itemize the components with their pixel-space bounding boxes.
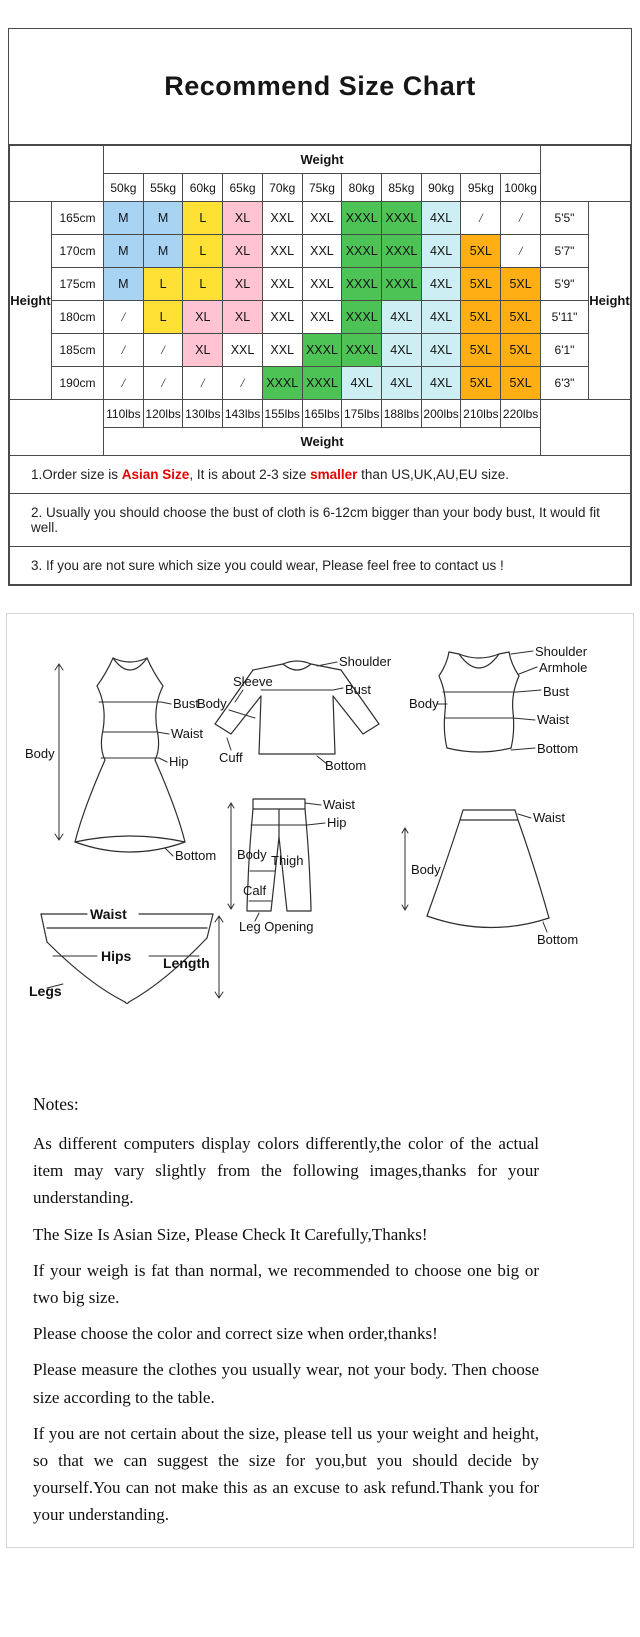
shirt-bust-label: Bust [345,682,372,697]
pants-calf-label: Calf [243,883,267,898]
shirt-sleeve-label: Sleeve [233,674,273,689]
weight-kg-cell: 60kg [183,174,223,202]
table-row [10,400,631,428]
size-cell: L [143,301,183,334]
note-paragraph-refund: If you are not certain about the size, please tell us your weight and height, so that we can suggest the size for you,but you should decide by yourself.You can not make this as an excuse to ask refund.Thank you for your understanding. [33,1423,539,1525]
table-row [10,268,631,301]
size-cell: XXL [262,235,302,268]
vest-bust-label: Bust [543,684,570,699]
skirt-diagram [397,806,612,951]
pants-waist-label: Waist [323,797,356,812]
weight-kg-cell: 95kg [461,174,501,202]
size-cell: XXL [302,202,342,235]
table-row [10,428,631,456]
size-cell: L [183,235,223,268]
size-cell: M [104,202,144,235]
height-ft-cell: 5'11" [541,301,589,334]
size-cell: / [223,367,263,400]
pants-body-label: Body [237,847,267,862]
size-cell: / [501,202,541,235]
size-chart-section [8,28,632,586]
weight-lbs-cell: 200lbs [421,400,461,428]
size-cell: XXXL [302,334,342,367]
size-cell: M [143,202,183,235]
order-note-2: 2. Usually you should choose the bust of cloth is 6-12cm bigger than your body bust, It would fit well. [10,494,631,547]
corner-cell [10,146,104,202]
shirt-cuff-label: Cuff [219,750,243,765]
notes-heading: Notes: [33,1094,79,1114]
size-cell: 4XL [421,334,461,367]
notes-section [33,1090,539,1528]
size-cell: 4XL [342,367,382,400]
size-cell: 5XL [461,334,501,367]
corner-cell [541,400,631,456]
size-cell: XL [183,334,223,367]
note-text: than US,UK,AU,EU size. [357,467,509,482]
height-cm-cell: 185cm [52,334,104,367]
size-cell: 4XL [421,367,461,400]
chart-title: Recommend Size Chart [9,29,631,145]
table-row [10,174,631,202]
size-cell: / [501,235,541,268]
weight-header: Weight [104,146,541,174]
note-text: , It is about 2-3 size [189,467,311,482]
height-ft-cell: 6'1" [541,334,589,367]
size-cell: / [143,334,183,367]
weight-kg-cell: 80kg [342,174,382,202]
size-cell: XXXL [342,334,382,367]
skirt-body-label: Body [411,862,441,877]
skirt-bottom-label: Bottom [537,932,579,947]
size-cell: 5XL [501,301,541,334]
corner-cell [541,146,631,202]
vest-armhole-label: Armhole [539,660,588,675]
size-cell: 4XL [421,268,461,301]
table-row [10,494,631,547]
dress-bust-label: Bust [173,696,200,711]
size-cell: 5XL [461,367,501,400]
order-note-3: 3. If you are not sure which size you could wear, Please feel free to contact us ! [10,547,631,585]
note-highlight: smaller [310,467,358,482]
table-row [10,235,631,268]
size-cell: XXL [302,268,342,301]
vest-shoulder-label: Shoulder [535,644,588,659]
skirt-waist-label: Waist [533,810,566,825]
vest-waist-label: Waist [537,712,570,727]
size-cell: 5XL [461,301,501,334]
size-cell: / [461,202,501,235]
size-cell: / [143,367,183,400]
weight-lbs-cell: 165lbs [302,400,342,428]
size-cell: XL [223,301,263,334]
note-paragraph-order: Please choose the color and correct size when order,thanks! [33,1324,438,1344]
size-cell: XL [223,268,263,301]
skirt-outline [427,810,549,928]
size-cell: L [183,202,223,235]
size-cell: XXXL [342,202,382,235]
note-text: 1.Order size is [31,467,122,482]
weight-kg-cell: 50kg [104,174,144,202]
size-cell: 5XL [461,235,501,268]
weight-kg-cell: 100kg [501,174,541,202]
size-cell: 4XL [421,202,461,235]
height-cm-cell: 165cm [52,202,104,235]
measurement-guide-section [6,613,634,1548]
size-cell: XL [183,301,223,334]
size-cell: XXL [262,334,302,367]
weight-lbs-cell: 110lbs [104,400,144,428]
panties-legs-label: Legs [29,983,62,999]
garment-diagrams [7,628,633,1010]
note-paragraph-colors: As different computers display colors differently,the color of the actual item may vary slightly from the following images,thanks for your understanding. [33,1134,539,1208]
size-table [9,145,631,585]
size-cell: XXXL [302,367,342,400]
height-ft-cell: 5'7" [541,235,589,268]
size-cell: XXL [302,235,342,268]
weight-kg-cell: 55kg [143,174,183,202]
size-cell: XXL [262,268,302,301]
size-cell: / [183,367,223,400]
weight-lbs-cell: 155lbs [262,400,302,428]
weight-footer: Weight [104,428,541,456]
weight-lbs-cell: 120lbs [143,400,183,428]
size-cell: XXL [262,202,302,235]
page [0,28,640,1548]
dress-waist-label: Waist [171,726,204,741]
table-row [10,456,631,494]
size-cell: M [104,268,144,301]
size-cell: / [104,334,144,367]
weight-lbs-cell: 210lbs [461,400,501,428]
shirt-diagram [197,656,412,781]
size-cell: 5XL [501,367,541,400]
note-paragraph-measure: Please measure the clothes you usually wear, not your body. Then choose size according to the table. [33,1360,539,1407]
dress-hip-label: Hip [169,754,189,769]
size-cell: XXXL [342,301,382,334]
size-table-body [10,146,631,585]
weight-kg-cell: 75kg [302,174,342,202]
size-cell: 4XL [421,235,461,268]
size-cell: XXXL [382,268,422,301]
weight-kg-cell: 85kg [382,174,422,202]
shirt-shoulder-label: Shoulder [339,654,392,669]
size-cell: XXL [262,301,302,334]
pants-hip-label: Hip [327,815,347,830]
size-cell: XXXL [382,235,422,268]
vest-measure-lines [437,651,541,750]
size-cell: / [104,301,144,334]
size-cell: 5XL [461,268,501,301]
dress-bottom-label: Bottom [175,848,217,863]
size-cell: XL [223,235,263,268]
height-cm-cell: 190cm [52,367,104,400]
weight-lbs-cell: 188lbs [382,400,422,428]
table-row [10,202,631,235]
note-paragraph-weight: If your weigh is fat than normal, we recommended to choose one big or two big size. [33,1260,539,1307]
size-cell: XXXL [382,202,422,235]
size-cell: M [104,235,144,268]
weight-lbs-cell: 143lbs [223,400,263,428]
vest-diagram [407,646,622,791]
height-ft-cell: 5'5" [541,202,589,235]
table-row [10,547,631,585]
size-cell: 4XL [421,301,461,334]
panties-length-label: Length [163,955,210,971]
dress-body-label: Body [25,746,55,761]
size-cell: 4XL [382,367,422,400]
table-row [10,301,631,334]
size-cell: 5XL [501,268,541,301]
pants-diagram [225,793,405,943]
weight-kg-cell: 90kg [421,174,461,202]
size-cell: / [104,367,144,400]
height-ft-cell: 5'9" [541,268,589,301]
weight-lbs-cell: 175lbs [342,400,382,428]
height-ft-cell: 6'3" [541,367,589,400]
height-cm-cell: 170cm [52,235,104,268]
weight-kg-cell: 65kg [223,174,263,202]
size-cell: L [143,268,183,301]
vest-outline [439,652,519,752]
pants-thigh-label: Thigh [271,853,304,868]
height-label-right: Height [589,202,631,400]
height-cm-cell: 180cm [52,301,104,334]
size-cell: 5XL [501,334,541,367]
weight-lbs-cell: 130lbs [183,400,223,428]
order-note-1 [10,456,631,494]
shirt-bottom-label: Bottom [325,758,367,773]
weight-lbs-cell: 220lbs [501,400,541,428]
size-cell: XXL [302,301,342,334]
corner-cell [10,400,104,456]
weight-kg-cell: 70kg [262,174,302,202]
height-label-left: Height [10,202,52,400]
pants-leg-opening-label: Leg Opening [239,919,314,934]
vest-body-label: Body [409,696,439,711]
size-cell: XXXL [342,235,382,268]
panties-diagram [27,900,232,1025]
size-cell: 4XL [382,334,422,367]
shirt-body-label: Body [197,696,227,711]
size-cell: L [183,268,223,301]
panties-waist-label: Waist [90,906,127,922]
size-cell: 4XL [382,301,422,334]
size-cell: M [143,235,183,268]
table-row [10,334,631,367]
size-cell: XXXL [262,367,302,400]
size-cell: XXXL [342,268,382,301]
size-cell: XXL [223,334,263,367]
table-row [10,146,631,174]
table-row [10,367,631,400]
size-cell: XL [223,202,263,235]
note-paragraph-asian-size: The Size Is Asian Size, Please Check It Carefully,Thanks! [33,1224,428,1244]
height-cm-cell: 175cm [52,268,104,301]
panties-hips-label: Hips [101,948,132,964]
vest-bottom-label: Bottom [537,741,579,756]
note-highlight: Asian Size [121,467,190,482]
